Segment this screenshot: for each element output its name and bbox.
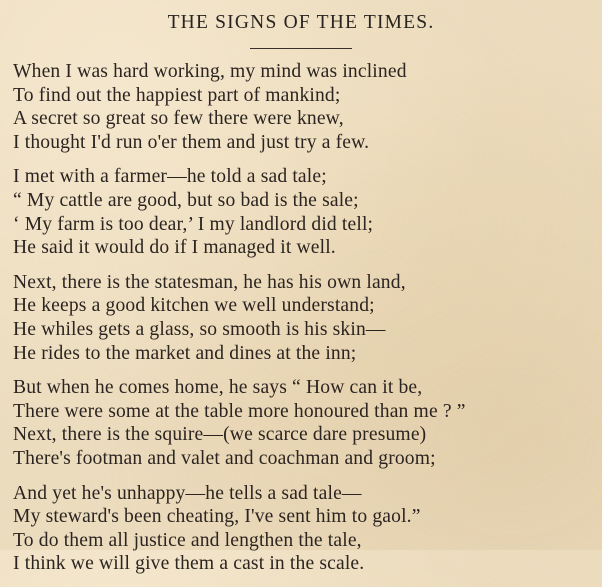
poem-line: But when he comes home, he says “ How can it be, [13,377,423,399]
poem-line: “ My cattle are good, but so bad is the sale; [13,189,359,211]
poem-line: He said it would do if I managed it well. [13,237,336,259]
poem-line: A secret so great so few there were knew, [13,108,344,130]
poem-line: And yet he's unhappy—he tells a sad tale— [13,482,362,504]
stanza [13,165,598,259]
poem-line: Next, there is the statesman, he has his own land, [13,271,406,293]
poem-line: My steward's been cheating, I've sent him to gaol.” [13,506,421,528]
poem-body [13,60,598,587]
poem-line: ‘ My farm is too dear,’ I my landlord did tell; [13,213,374,235]
poem-line: There were some at the table more honoured than me ? ” [13,400,466,422]
poem-line: I thought I'd run o'er them and just try a few. [13,131,370,153]
poem-line: Next, there is the squire—(we scarce dare presume) [13,424,427,446]
poem-line: When I was hard working, my mind was inclined [13,61,407,82]
stanza [13,376,598,470]
poem-line: I met with a farmer—he told a sad tale; [13,166,327,188]
poem-line: He whiles gets a glass, so smooth is his skin— [13,318,386,340]
stanza [13,60,598,154]
poem-line: I think we will give them a cast in the scale. [13,553,365,575]
stanza [13,482,598,576]
stanza [13,271,598,365]
title-divider [250,48,352,49]
poem-line: He rides to the market and dines at the inn; [13,342,357,364]
poem-line: To do them all justice and lengthen the tale, [13,529,362,551]
poem-line: To find out the happiest part of mankind; [13,84,341,106]
poem-title: THE SIGNS OF THE TIMES. [167,12,435,33]
poem-line: He keeps a good kitchen we well understand; [13,295,375,317]
poem-line: There's footman and valet and coachman and groom; [13,447,436,469]
